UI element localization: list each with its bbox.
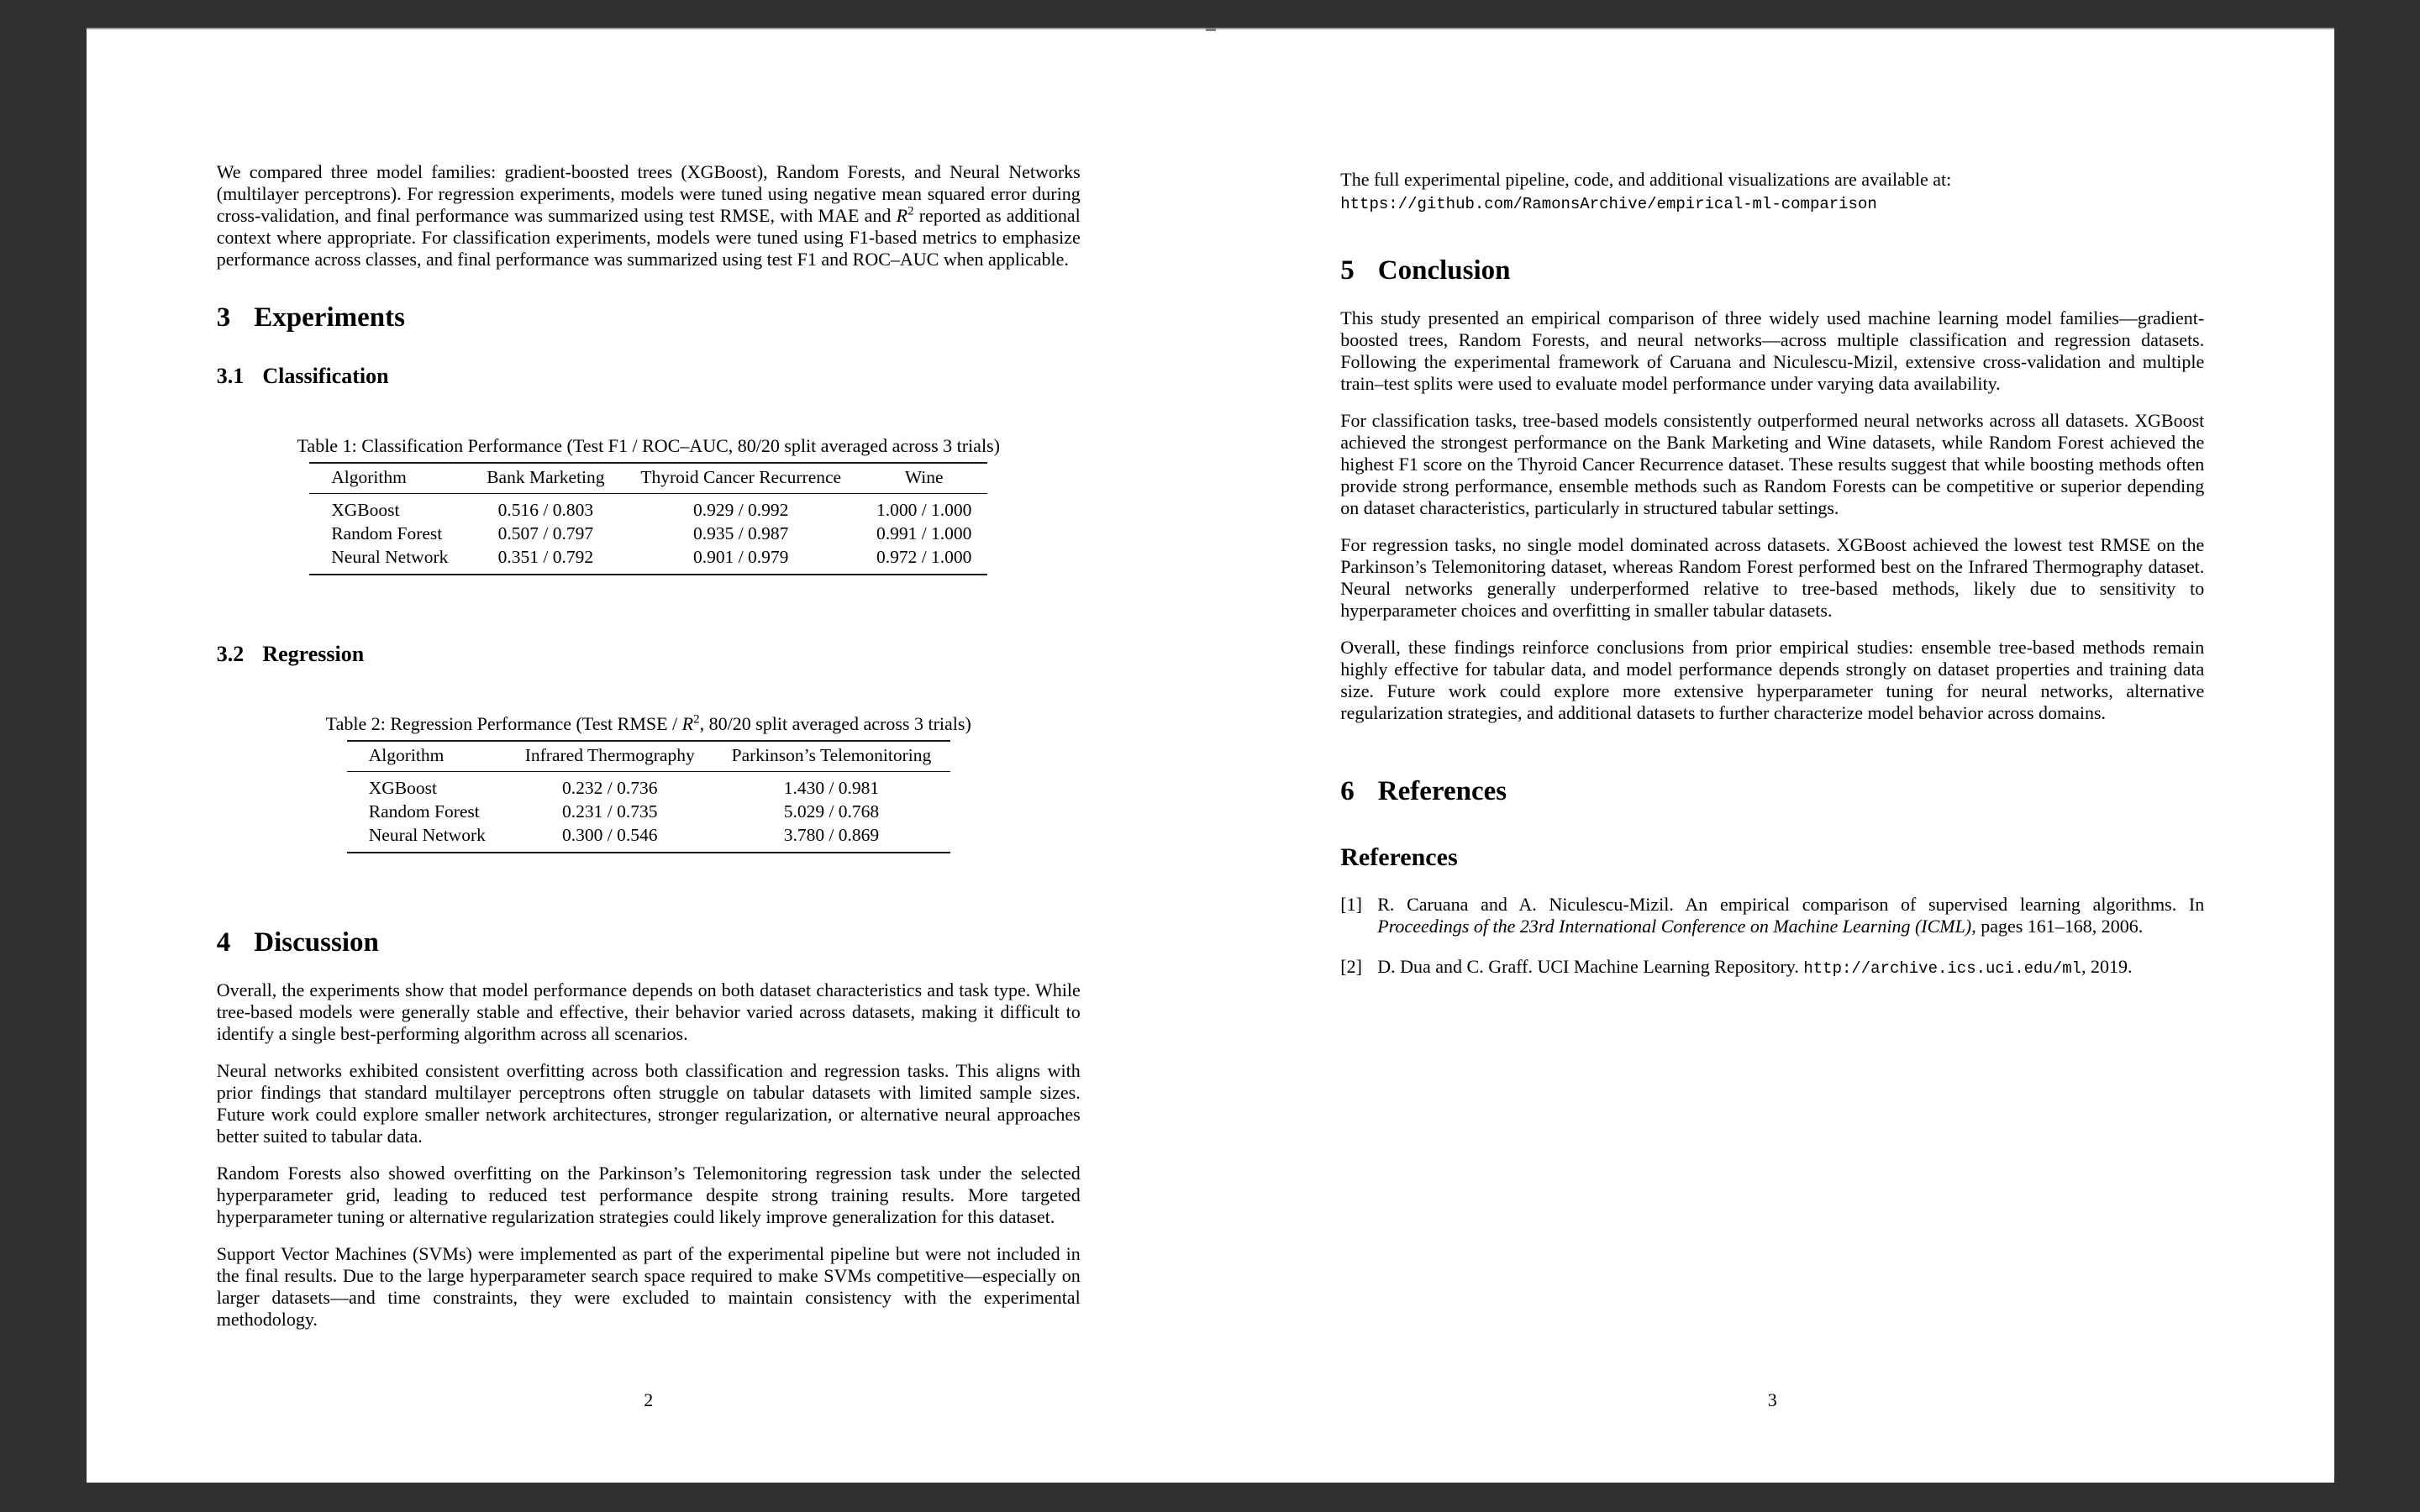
discussion-paragraph: Random Forests also showed overfitting on the Parkinson’s Telemonitoring regression task under the selected hyperparameter grid, leading to reduced test performance despite strong training results. More targeted hyperparameter tuning or alternative regularization strategies could likely improve generalization for this dataset. <box>216 1163 1081 1227</box>
reference-label: [1] <box>1340 894 1362 915</box>
references-list-heading: References <box>1340 843 1458 871</box>
table2-caption <box>217 713 1081 735</box>
table2-caption-text-post: , 80/20 split averaged across 3 trials) <box>699 713 971 734</box>
table1-caption: Table 1: Classification Performance (Test F1 / ROC–AUC, 80/20 split averaged across 3 trials) <box>297 435 1000 456</box>
subsection-title: Regression <box>262 642 365 666</box>
reference-text-pre: R. Caruana and A. Niculescu-Mizil. An empirical comparison of supervised learning algorithms. In <box>1377 894 2205 915</box>
subsection-number: 3.2 <box>216 642 245 666</box>
table-cell: 0.351 / 0.792 <box>497 547 594 567</box>
table-row <box>347 823 950 853</box>
conclusion-paragraph: For classification tasks, tree-based models consistently outperformed neural networks across all datasets. XGBoost achieved the strongest performance on the Bank Marketing and Wine datasets, while Random Forest achieved the highest F1 score on the Thyroid Cancer Recurrence dataset. These results suggest that while boosting methods often provide strong performance, ensemble methods such as Random Forests can be competitive or superior depending on dataset characteristics, particularly in structured tabular settings. <box>1340 410 2205 518</box>
table-cell: 0.991 / 1.000 <box>876 523 972 543</box>
section-number: 6 <box>1340 776 1355 806</box>
reference-label: [2] <box>1340 956 1362 977</box>
subsection-number: 3.1 <box>216 364 245 388</box>
table-cell: 1.430 / 0.981 <box>783 778 880 798</box>
intro-paragraph-text-post: reported as additional context where appropriate. For classification experiments, models were tuned using F1-based metrics to emphasize performance across classes, and final performance was summarized using test F1 and ROC–AUC when applicable. <box>216 205 1081 270</box>
table-row <box>309 522 987 545</box>
table-cell: Neural Network <box>368 825 486 845</box>
subsection-heading-classification <box>217 365 1081 388</box>
table-cell: XGBoost <box>368 778 437 798</box>
table-cell: 0.300 / 0.546 <box>561 825 658 845</box>
table-cell: 0.901 / 0.979 <box>692 547 789 567</box>
availability-text: The full experimental pipeline, code, and additional visualizations are available at: <box>1340 169 1952 190</box>
section-heading-references <box>1340 776 2204 806</box>
column-header: Thyroid Cancer Recurrence <box>640 467 842 487</box>
math-variable-r: R <box>681 713 694 734</box>
table-cell: 0.935 / 0.987 <box>692 523 789 543</box>
subsection-heading-regression <box>217 643 1081 666</box>
math-variable-r: R <box>896 205 908 226</box>
discussion-paragraph: Overall, the experiments show that model performance depends on both dataset characteristics and task type. While tree-based models were generally stable and effective, their behavior varied across datasets, making it difficult to identify a single best-performing algorithm across all scenarios. <box>216 979 1081 1044</box>
reference-text-post: , pages 161–168, 2006. <box>1971 916 2144 937</box>
table-row <box>347 800 950 823</box>
table-cell: 0.516 / 0.803 <box>497 500 594 520</box>
column-header: Wine <box>904 467 944 487</box>
math-superscript-2: 2 <box>693 712 700 727</box>
column-header: Algorithm <box>368 745 445 765</box>
document-page-2 <box>87 29 1211 1483</box>
section-number: 4 <box>216 927 231 958</box>
table-header-row <box>347 741 950 772</box>
column-header: Algorithm <box>331 467 407 487</box>
table-cell: 3.780 / 0.869 <box>783 825 880 845</box>
table-row <box>347 772 950 801</box>
table-cell: XGBoost <box>331 500 400 520</box>
page-number: 3 <box>1767 1389 1777 1410</box>
page-3-content <box>1340 29 2204 979</box>
page-2-content <box>217 29 1081 1331</box>
table-cell: 5.029 / 0.768 <box>783 801 880 822</box>
reference-venue-italic: Proceedings of the 23rd International Conference on Machine Learning (ICML) <box>1377 916 1972 937</box>
column-header: Infrared Thermography <box>524 745 695 765</box>
table-cell: 0.929 / 0.992 <box>692 500 789 520</box>
document-page-3 <box>1211 29 2335 1483</box>
section-title: Discussion <box>254 927 379 958</box>
math-superscript-2: 2 <box>908 204 914 218</box>
section-heading-conclusion <box>1340 255 2204 286</box>
table-cell: Random Forest <box>368 801 480 822</box>
section-number: 3 <box>216 302 231 333</box>
table-cell: Neural Network <box>331 547 449 567</box>
table-cell: Random Forest <box>331 523 443 543</box>
table-cell: 0.507 / 0.797 <box>497 523 594 543</box>
discussion-paragraph: Support Vector Machines (SVMs) were implemented as part of the experimental pipeline but were not included in the final results. Due to the large hyperparameter search space required to make SVMs competitive—especially on larger datasets—and time constraints, they were excluded to maintain consistency with the experimental methodology. <box>216 1243 1081 1330</box>
column-header: Bank Marketing <box>487 467 605 487</box>
conclusion-paragraph: Overall, these findings reinforce conclusions from prior empirical studies: ensemble tree-based methods remain highly effective for tabular data, and model performance depends strongly on dataset properties and training data size. Future work could explore more extensive hyperparameter tuning for neural networks, alternative regularization strategies, and additional datasets to further characterize model behavior across domains. <box>1340 637 2205 723</box>
section-number: 5 <box>1340 255 1355 286</box>
section-title: References <box>1377 776 1507 806</box>
reference-entry <box>1340 894 2204 937</box>
discussion-paragraph: Neural networks exhibited consistent overfitting across both classification and regression tasks. This aligns with prior findings that standard multilayer perceptrons often struggle on tabular datasets with limited sample sizes. Future work could explore smaller network architectures, stronger regularization, or alternative neural approaches better suited to tabular data. <box>216 1060 1081 1147</box>
table-header-row <box>309 463 987 494</box>
section-heading-discussion <box>217 927 1081 958</box>
page-number: 2 <box>644 1389 654 1410</box>
intro-paragraph <box>217 161 1081 270</box>
subsection-title: Classification <box>262 364 389 388</box>
table-row <box>309 494 987 522</box>
regression-results-table <box>347 740 950 853</box>
section-title: Conclusion <box>1377 255 1511 286</box>
classification-results-table <box>309 462 987 575</box>
reference-text-pre: D. Dua and C. Graff. UCI Machine Learning Repository. <box>1377 956 1804 977</box>
section-title: Experiments <box>254 302 405 333</box>
table-cell: 0.231 / 0.735 <box>561 801 658 822</box>
table-cell: 0.972 / 1.000 <box>876 547 972 567</box>
table-row <box>309 545 987 575</box>
conclusion-paragraph: For regression tasks, no single model dominated across datasets. XGBoost achieved the lowest test RMSE on the Parkinson’s Telemonitoring dataset, whereas Random Forest performed best on the Infrared Thermography dataset. Neural networks generally underperformed relative to tree-based methods, likely due to sensitivity to hyperparameter choices and overfitting in smaller tabular datasets. <box>1340 534 2205 621</box>
reference-text-post: , 2019. <box>2081 956 2133 977</box>
table-cell: 0.232 / 0.736 <box>561 778 658 798</box>
conclusion-paragraph: This study presented an empirical comparison of three widely used machine learning model families—gradient-boosted trees, Random Forests, and neural networks—across multiple classification and regression datasets. Following the experimental framework of Caruana and Niculescu-Mizil, extensive cross-validation and multiple train–test splits were used to evaluate model performance under varying data availability. <box>1340 307 2205 394</box>
section-heading-experiments <box>217 302 1081 333</box>
document-spread <box>87 28 2334 1483</box>
github-repo-link[interactable]: https://github.com/RamonsArchive/empirical-ml-comparison <box>1340 195 1877 213</box>
reference-entry <box>1340 956 2204 979</box>
intro-paragraph-text-pre: We compared three model families: gradient-boosted trees (XGBoost), Random Forests, and Neural Networks (multilayer perceptrons). For regression experiments, models were tuned using negative mean squared error during cross-validation, and final performance was summarized using test RMSE, with MAE and <box>216 161 1081 226</box>
column-header: Parkinson’s Telemonitoring <box>731 745 932 765</box>
table2-caption-text-pre: Table 2: Regression Performance (Test RMSE / <box>325 713 682 734</box>
table-cell: 1.000 / 1.000 <box>876 500 972 520</box>
uci-repository-link[interactable]: http://archive.ics.uci.edu/ml <box>1803 959 2082 978</box>
